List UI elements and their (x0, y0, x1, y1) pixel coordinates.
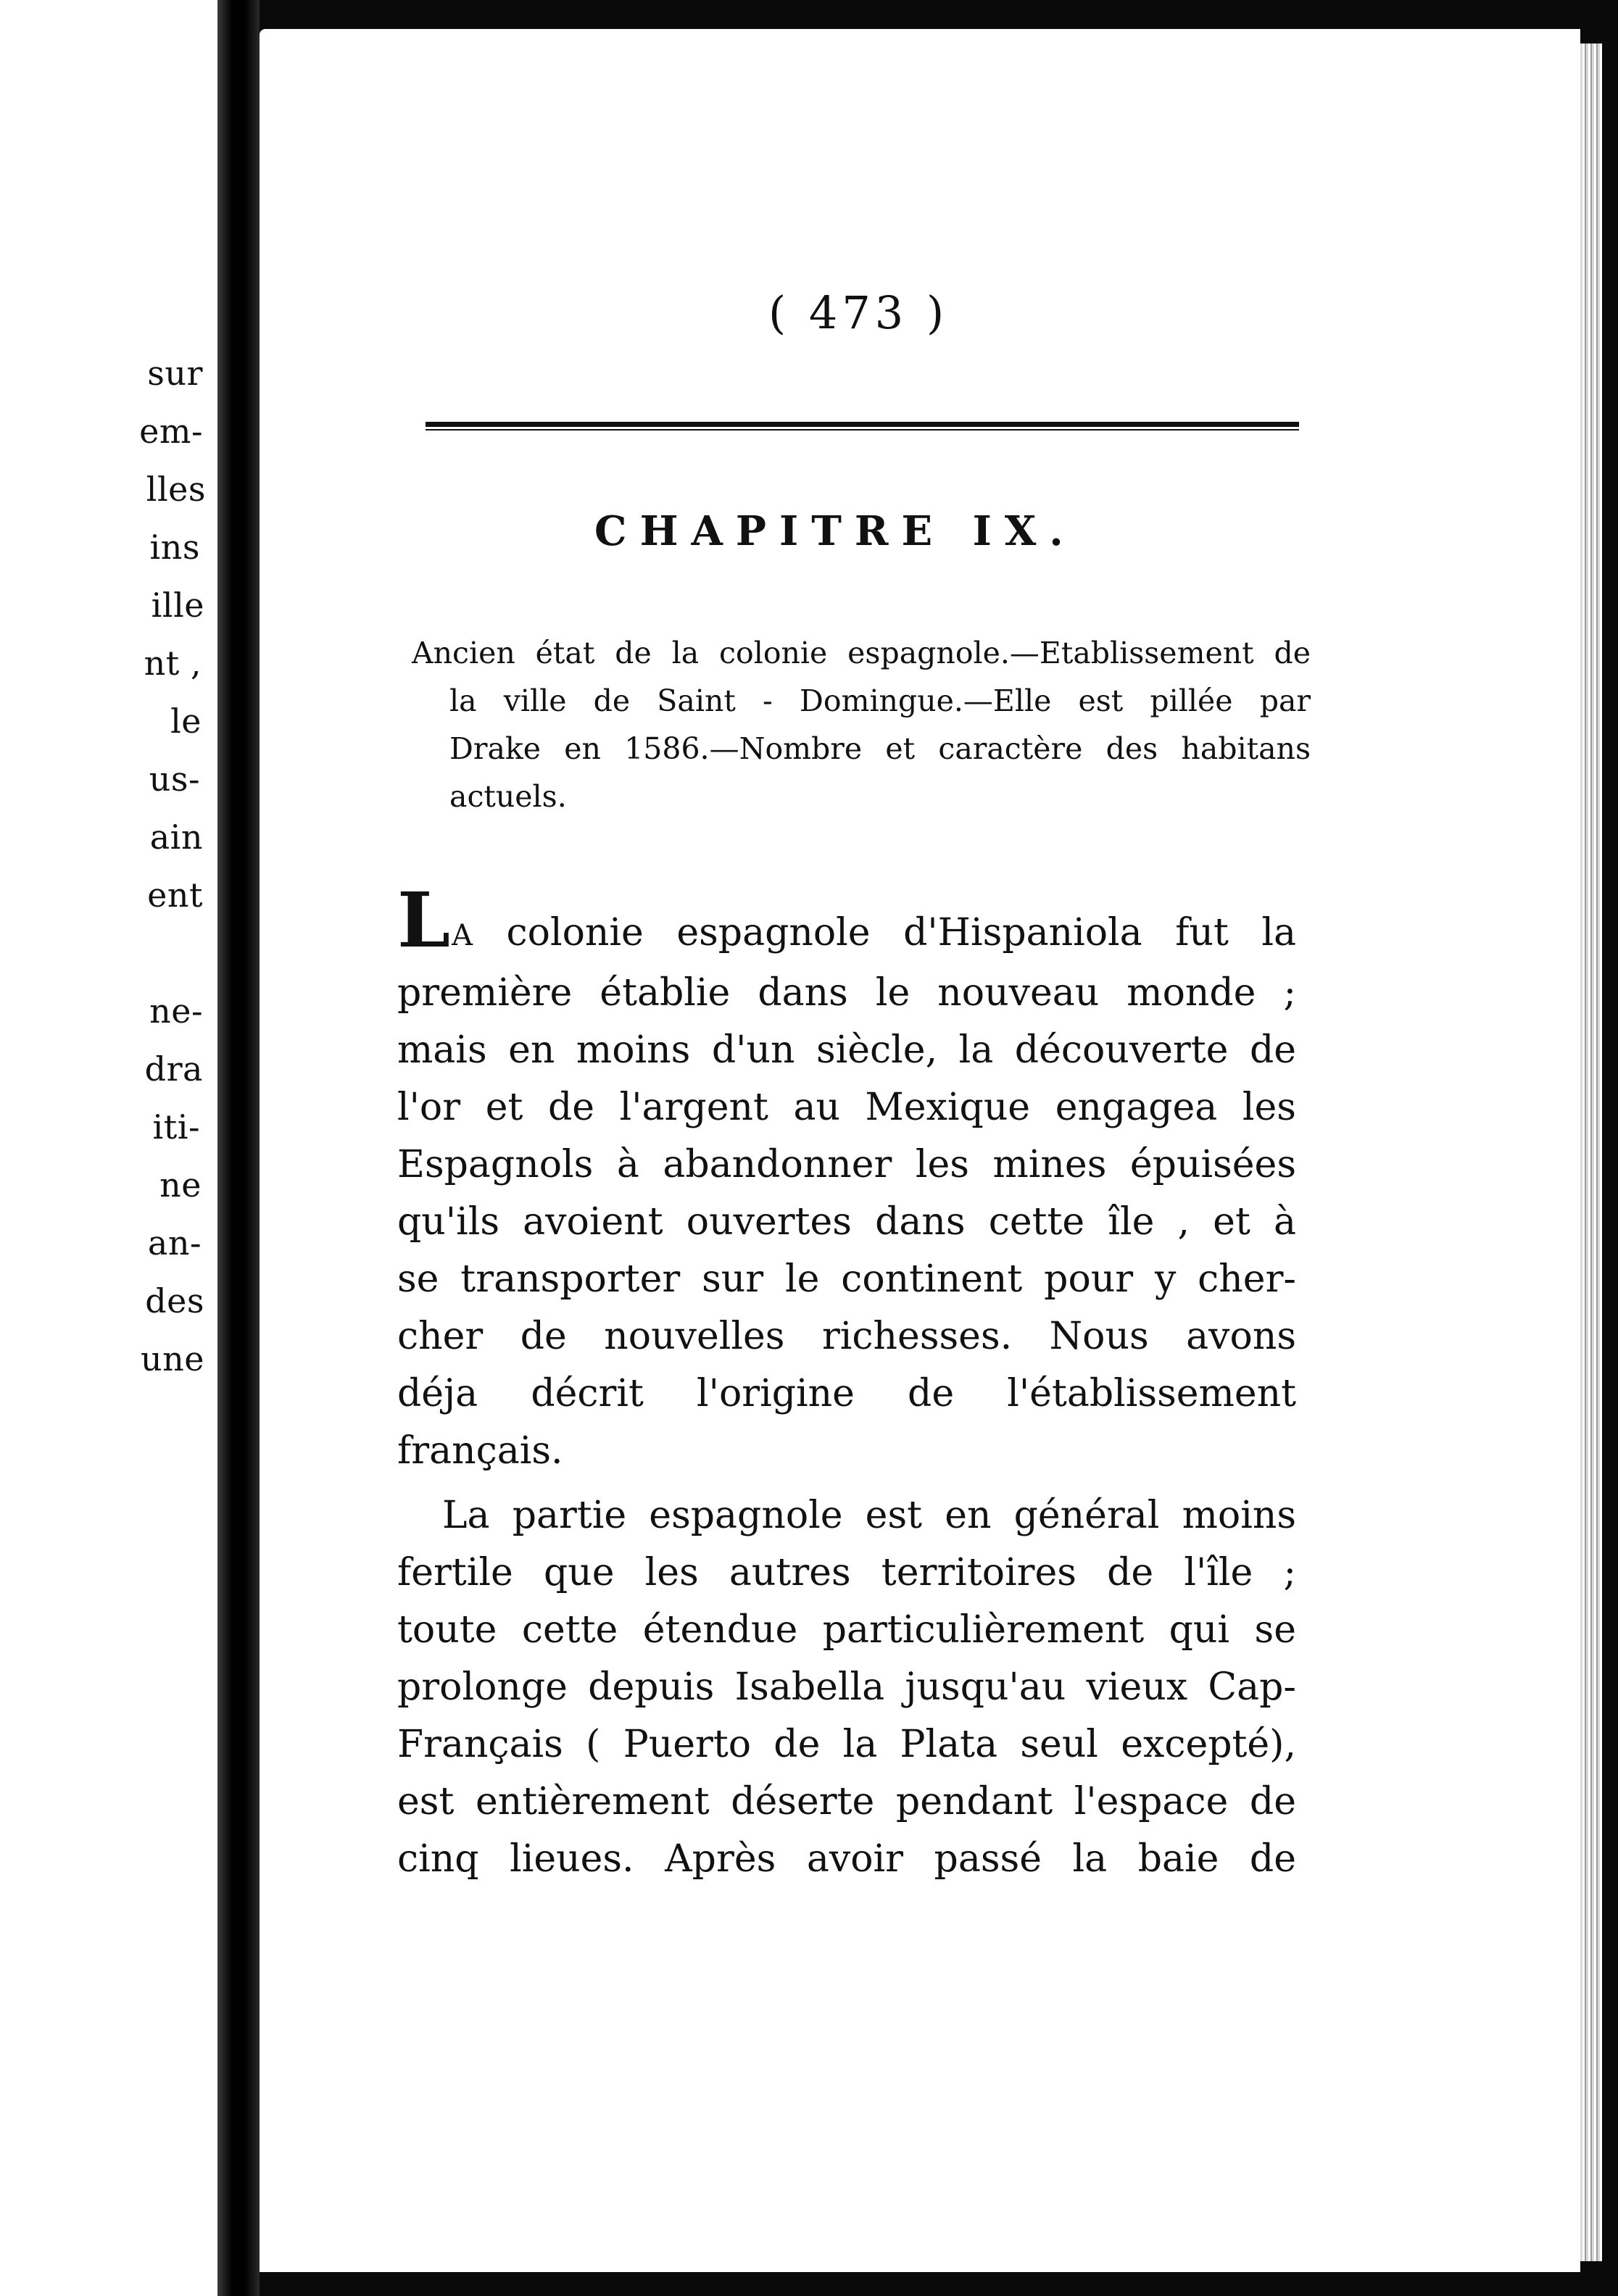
summary-line: la ville de Saint - Domingue.—Elle est pillée par (449, 683, 1311, 718)
rule-thick-line (426, 422, 1299, 427)
left-fragment: nt , (144, 644, 202, 683)
rule-thin-line (426, 429, 1299, 430)
left-fragment: ille (151, 586, 204, 625)
body-line: cher de nouvelles richesses. Nous avons (397, 1315, 1296, 1358)
summary-line: Drake en 1586.—Nombre et caractère des habitans (449, 731, 1311, 766)
body-line: colonie espagnole d'Hispaniola fut la (506, 911, 1296, 954)
body-text (397, 875, 1296, 1888)
paragraph-gap (397, 1480, 1296, 1487)
book-gutter (217, 0, 260, 2296)
left-fragment: une (141, 1339, 204, 1378)
chapter-title: CHAPITRE IX. (594, 507, 1076, 555)
left-fragment: le (170, 702, 202, 741)
body-line: fertile que les autres territoires de l'île ; (397, 1551, 1296, 1594)
left-fragment: us- (149, 760, 200, 799)
summary-line: Ancien état de la colonie espagnole.—Etablissement de (412, 636, 1311, 670)
left-fragment: ain (149, 818, 203, 857)
drop-cap: L (397, 875, 451, 965)
body-line: Espagnols à abandonner les mines épuisées (397, 1143, 1296, 1186)
left-fragment: dra (144, 1049, 203, 1089)
summary-line: actuels. (449, 779, 567, 814)
left-fragment: iti- (152, 1107, 200, 1147)
body-line: est entièrement déserte pendant l'espace de (397, 1780, 1296, 1823)
small-cap: A (452, 919, 474, 952)
body-line: déja décrit l'origine de l'établissement (397, 1372, 1296, 1415)
page-number: ( 473 ) (768, 286, 949, 339)
left-fragment: em- (139, 412, 203, 451)
left-fragment: ins (149, 528, 200, 567)
body-line: Français ( Puerto de la Plata seul excepté), (397, 1723, 1296, 1766)
body-line: La partie espagnole est en général moins (442, 1494, 1296, 1537)
body-line: cinq lieues. Après avoir passé la baie de (397, 1837, 1296, 1881)
left-fragment: sur (147, 354, 203, 393)
body-line: toute cette étendue particulièrement qui se (397, 1608, 1296, 1652)
left-fragment: ne- (149, 991, 203, 1031)
paragraph-first-line (397, 875, 1296, 965)
header-rule (426, 422, 1299, 430)
chapter-summary (412, 629, 1311, 820)
left-fragment: an- (147, 1223, 202, 1263)
body-line: français. (397, 1429, 563, 1473)
left-fragment: lles (146, 470, 206, 509)
left-fragment: ne (159, 1165, 202, 1205)
page-edge (1580, 43, 1602, 2261)
body-line: qu'ils avoient ouvertes dans cette île , et à (397, 1200, 1296, 1244)
body-line: première établie dans le nouveau monde ; (397, 971, 1296, 1015)
left-fragment: ent (147, 875, 203, 915)
left-fragment: des (145, 1281, 204, 1320)
body-line: mais en moins d'un siècle, la découverte de (397, 1028, 1296, 1072)
body-line: prolonge depuis Isabella jusqu'au vieux Cap- (397, 1665, 1296, 1709)
left-page (0, 0, 217, 2296)
body-line: l'or et de l'argent au Mexique engagea les (397, 1086, 1296, 1129)
body-line: se transporter sur le continent pour y cher- (397, 1257, 1296, 1301)
